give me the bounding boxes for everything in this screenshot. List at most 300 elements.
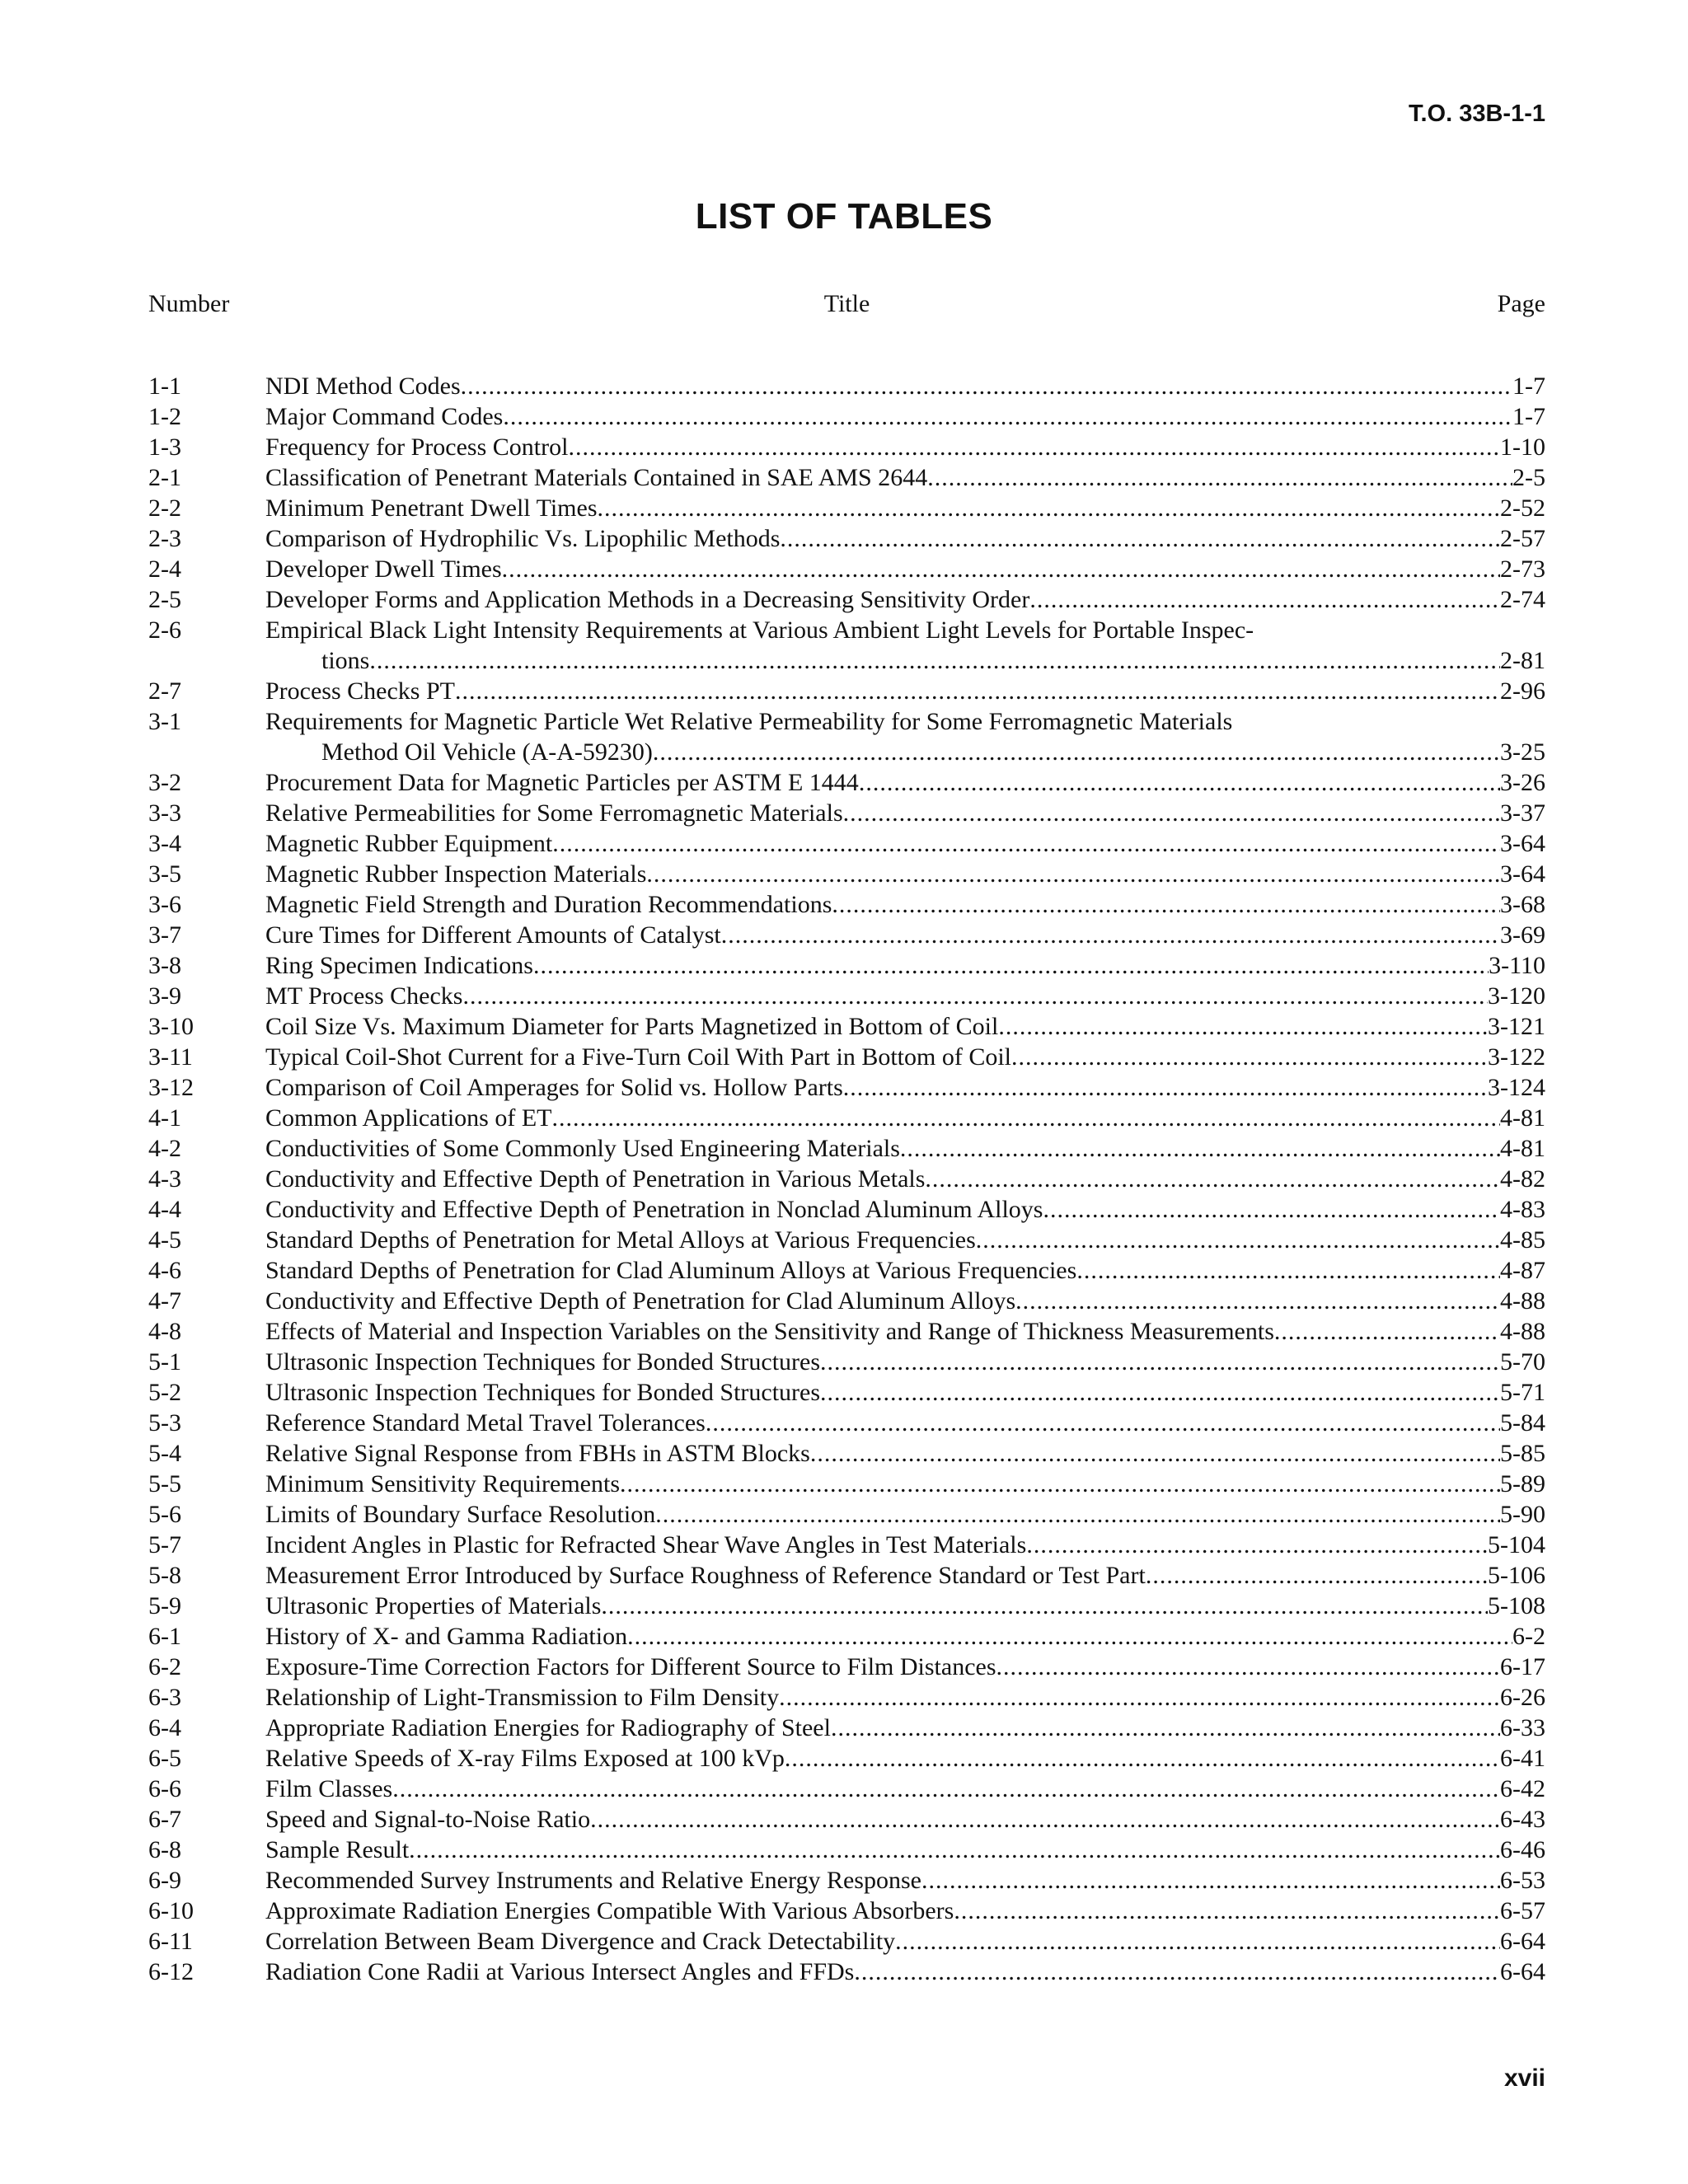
page-reference[interactable]: 3-26 bbox=[1500, 769, 1545, 796]
dot-leader bbox=[1274, 1316, 1500, 1347]
dot-leader bbox=[976, 1225, 1500, 1255]
table-row[interactable] bbox=[148, 828, 1545, 859]
dot-leader bbox=[927, 462, 1512, 493]
table-title[interactable]: tions bbox=[321, 647, 370, 674]
table-row[interactable] bbox=[148, 371, 1545, 401]
table-title[interactable]: NDI Method Codes bbox=[265, 373, 461, 400]
entry-line bbox=[265, 1621, 1545, 1652]
page-reference[interactable]: 4-81 bbox=[1500, 1104, 1545, 1132]
entry-line bbox=[265, 1286, 1545, 1316]
page-reference[interactable]: 1-10 bbox=[1500, 434, 1545, 461]
table-title[interactable]: Reference Standard Metal Travel Tolerances bbox=[265, 1409, 706, 1436]
page-reference[interactable]: 4-83 bbox=[1500, 1196, 1545, 1223]
table-entry-body bbox=[265, 798, 1545, 828]
table-entry-body bbox=[265, 1347, 1545, 1377]
table-title[interactable]: Film Classes bbox=[265, 1775, 393, 1802]
table-number: 3-10 bbox=[148, 1013, 194, 1040]
table-title[interactable]: Relative Signal Response from FBHs in ASTM Blocks bbox=[265, 1440, 810, 1467]
table-entry-body bbox=[265, 676, 1545, 706]
page-reference[interactable]: 4-82 bbox=[1500, 1165, 1545, 1193]
dot-leader bbox=[779, 1682, 1500, 1713]
dot-leader bbox=[646, 859, 1500, 889]
dot-leader bbox=[620, 1469, 1500, 1499]
entry-line bbox=[265, 798, 1545, 828]
table-title[interactable]: Conductivity and Effective Depth of Penetration in Nonclad Aluminum Alloys bbox=[265, 1196, 1043, 1223]
dot-leader bbox=[653, 737, 1500, 767]
entry-line bbox=[265, 889, 1545, 920]
entry-line bbox=[265, 1743, 1545, 1774]
entry-line bbox=[265, 676, 1545, 706]
table-entry-body bbox=[265, 1469, 1545, 1499]
table-row[interactable] bbox=[148, 1103, 1545, 1133]
table-row[interactable] bbox=[148, 1774, 1545, 1804]
page-reference[interactable]: 5-84 bbox=[1500, 1409, 1545, 1436]
page-reference[interactable]: 1-7 bbox=[1512, 373, 1545, 400]
table-row[interactable] bbox=[148, 1835, 1545, 1865]
table-title[interactable]: Common Applications of ET bbox=[265, 1104, 552, 1132]
entry-line bbox=[265, 1438, 1545, 1469]
page-reference[interactable]: 6-41 bbox=[1500, 1745, 1545, 1772]
page-reference[interactable]: 2-57 bbox=[1500, 525, 1545, 552]
table-title[interactable]: Ultrasonic Properties of Materials bbox=[265, 1592, 602, 1619]
table-number: 6-3 bbox=[148, 1684, 181, 1711]
table-row[interactable] bbox=[148, 1011, 1545, 1042]
dot-leader bbox=[843, 798, 1500, 828]
table-row[interactable] bbox=[148, 920, 1545, 950]
table-number: 2-2 bbox=[148, 494, 181, 522]
dot-leader bbox=[706, 1408, 1500, 1438]
page-reference[interactable]: 3-25 bbox=[1500, 738, 1545, 766]
table-number: 5-1 bbox=[148, 1348, 181, 1376]
dot-leader bbox=[1026, 1530, 1488, 1560]
dot-leader bbox=[832, 889, 1500, 920]
page-reference[interactable]: 2-74 bbox=[1500, 586, 1545, 613]
table-entry-body bbox=[265, 859, 1545, 889]
entry-line bbox=[265, 981, 1545, 1011]
table-row[interactable] bbox=[148, 401, 1545, 432]
table-entry-body bbox=[265, 1530, 1545, 1560]
page-reference[interactable]: 6-64 bbox=[1500, 1928, 1545, 1955]
table-entry-body bbox=[265, 1072, 1545, 1103]
table-row[interactable] bbox=[148, 615, 1545, 676]
table-row[interactable] bbox=[148, 493, 1545, 523]
table-title[interactable]: Relationship of Light-Transmission to Film Density bbox=[265, 1684, 780, 1711]
page-reference[interactable]: 2-52 bbox=[1500, 494, 1545, 522]
table-row[interactable] bbox=[148, 1194, 1545, 1225]
table-number: 6-6 bbox=[148, 1775, 181, 1802]
page-reference[interactable]: 3-64 bbox=[1500, 860, 1545, 888]
table-row[interactable] bbox=[148, 1286, 1545, 1316]
table-entry-body bbox=[265, 371, 1545, 401]
table-row[interactable] bbox=[148, 1347, 1545, 1377]
dot-leader bbox=[895, 1926, 1500, 1957]
table-row[interactable] bbox=[148, 1499, 1545, 1530]
dot-leader bbox=[369, 645, 1500, 676]
table-row[interactable] bbox=[148, 584, 1545, 615]
entry-line bbox=[265, 401, 1545, 432]
table-title[interactable]: Coil Size Vs. Maximum Diameter for Parts Magnetized in Bottom of Coil bbox=[265, 1013, 999, 1040]
table-row[interactable] bbox=[148, 1743, 1545, 1774]
table-number: 4-6 bbox=[148, 1257, 181, 1284]
page-reference[interactable]: 3-120 bbox=[1488, 982, 1545, 1010]
table-title[interactable]: Magnetic Field Strength and Duration Recommendations bbox=[265, 891, 832, 918]
table-number: 2-5 bbox=[148, 586, 181, 613]
table-row[interactable] bbox=[148, 889, 1545, 920]
page-reference[interactable]: 6-26 bbox=[1500, 1684, 1545, 1711]
table-title[interactable]: Approximate Radiation Energies Compatible With Various Absorbers bbox=[265, 1897, 954, 1924]
table-entry-body bbox=[265, 1835, 1545, 1865]
table-entry-body bbox=[265, 1042, 1545, 1072]
table-row[interactable] bbox=[148, 1530, 1545, 1560]
page-reference[interactable]: 4-87 bbox=[1500, 1257, 1545, 1284]
page-reference[interactable]: 5-71 bbox=[1500, 1379, 1545, 1406]
dot-leader bbox=[462, 981, 1488, 1011]
page-reference[interactable]: 1-7 bbox=[1512, 403, 1545, 430]
dot-leader bbox=[831, 1713, 1500, 1743]
page-reference[interactable]: 3-121 bbox=[1488, 1013, 1545, 1040]
table-entry-body bbox=[265, 706, 1545, 767]
table-title[interactable]: Developer Forms and Application Methods in a Decreasing Sensitivity Order bbox=[265, 586, 1030, 613]
page-reference[interactable]: 5-90 bbox=[1500, 1501, 1545, 1528]
table-row[interactable] bbox=[148, 1865, 1545, 1896]
entry-line bbox=[265, 645, 1545, 676]
entry-line bbox=[265, 1926, 1545, 1957]
page-reference[interactable]: 5-104 bbox=[1488, 1531, 1545, 1558]
table-entry-body bbox=[265, 493, 1545, 523]
dot-leader bbox=[551, 1103, 1500, 1133]
table-row[interactable] bbox=[148, 1164, 1545, 1194]
page-reference[interactable]: 2-73 bbox=[1500, 555, 1545, 583]
table-number: 5-3 bbox=[148, 1409, 181, 1436]
table-entry-body bbox=[265, 950, 1545, 981]
dot-leader bbox=[552, 828, 1500, 859]
table-row[interactable] bbox=[148, 1438, 1545, 1469]
table-number: 5-8 bbox=[148, 1562, 181, 1589]
entry-line bbox=[265, 859, 1545, 889]
table-title[interactable]: Recommended Survey Instruments and Relative Energy Response bbox=[265, 1867, 921, 1894]
entry-line bbox=[265, 1530, 1545, 1560]
table-entry-body bbox=[265, 1804, 1545, 1835]
table-title[interactable]: Magnetic Rubber Inspection Materials bbox=[265, 860, 647, 888]
entry-line bbox=[265, 432, 1545, 462]
page-reference[interactable]: 6-42 bbox=[1500, 1775, 1545, 1802]
entry-line bbox=[265, 828, 1545, 859]
table-number: 6-1 bbox=[148, 1623, 181, 1650]
page-reference[interactable]: 3-69 bbox=[1500, 921, 1545, 949]
table-entry-body bbox=[265, 1591, 1545, 1621]
table-number: 5-5 bbox=[148, 1470, 181, 1497]
table-title[interactable]: Process Checks PT bbox=[265, 677, 455, 705]
dot-leader bbox=[590, 1804, 1500, 1835]
table-number: 3-12 bbox=[148, 1074, 194, 1101]
table-entry-body bbox=[265, 1865, 1545, 1896]
table-title[interactable]: MT Process Checks bbox=[265, 982, 463, 1010]
table-title[interactable]: Incident Angles in Plastic for Refracted Shear Wave Angles in Test Materials bbox=[265, 1531, 1027, 1558]
table-title[interactable]: Appropriate Radiation Energies for Radiography of Steel bbox=[265, 1714, 831, 1741]
table-entry-body bbox=[265, 462, 1545, 493]
table-row[interactable] bbox=[148, 1591, 1545, 1621]
table-row[interactable] bbox=[148, 1316, 1545, 1347]
table-number: 2-6 bbox=[148, 616, 181, 644]
table-row[interactable] bbox=[148, 1072, 1545, 1103]
table-title[interactable]: Ultrasonic Inspection Techniques for Bonded Structures bbox=[265, 1379, 821, 1406]
table-title[interactable]: Conductivity and Effective Depth of Penetration for Clad Aluminum Alloys bbox=[265, 1287, 1016, 1315]
table-row[interactable] bbox=[148, 1377, 1545, 1408]
table-row[interactable] bbox=[148, 981, 1545, 1011]
page-reference[interactable]: 4-85 bbox=[1500, 1226, 1545, 1254]
column-headers bbox=[148, 290, 1545, 323]
table-row[interactable] bbox=[148, 1621, 1545, 1652]
table-row[interactable] bbox=[148, 1133, 1545, 1164]
table-title[interactable]: Conductivities of Some Commonly Used Engineering Materials bbox=[265, 1135, 900, 1162]
entry-line bbox=[265, 1713, 1545, 1743]
table-number: 3-9 bbox=[148, 982, 181, 1010]
page-reference[interactable]: 6-53 bbox=[1500, 1867, 1545, 1894]
table-entry-body bbox=[265, 1438, 1545, 1469]
page-number: xvii bbox=[1503, 2064, 1545, 2092]
table-entry-body bbox=[265, 1499, 1545, 1530]
dot-leader bbox=[998, 1011, 1488, 1042]
table-number: 3-8 bbox=[148, 952, 181, 979]
table-number: 1-3 bbox=[148, 434, 181, 461]
page-reference[interactable]: 4-81 bbox=[1500, 1135, 1545, 1162]
table-title[interactable]: Comparison of Hydrophilic Vs. Lipophilic Methods bbox=[265, 525, 781, 552]
dot-leader bbox=[859, 767, 1500, 798]
page-reference[interactable]: 2-81 bbox=[1500, 647, 1545, 674]
dot-leader bbox=[810, 1438, 1500, 1469]
page-reference[interactable]: 3-68 bbox=[1500, 891, 1545, 918]
entry-line bbox=[265, 1377, 1545, 1408]
table-row[interactable] bbox=[148, 1408, 1545, 1438]
entry-line bbox=[265, 1194, 1545, 1225]
column-header-title: Title bbox=[823, 290, 870, 317]
dot-leader bbox=[655, 1499, 1500, 1530]
entry-line bbox=[265, 1347, 1545, 1377]
page-reference[interactable]: 3-110 bbox=[1489, 952, 1545, 979]
dot-leader bbox=[925, 1164, 1500, 1194]
table-entry-body bbox=[265, 1286, 1545, 1316]
table-title[interactable]: Exposure-Time Correction Factors for Different Source to Film Distances bbox=[265, 1653, 996, 1680]
table-title[interactable]: Frequency for Process Control bbox=[265, 434, 569, 461]
table-title[interactable]: Developer Dwell Times bbox=[265, 555, 502, 583]
table-entry-body bbox=[265, 1774, 1545, 1804]
page-reference[interactable]: 6-2 bbox=[1512, 1623, 1545, 1650]
document-id: T.O. 33B-1-1 bbox=[1409, 101, 1545, 127]
dot-leader bbox=[503, 401, 1512, 432]
table-row[interactable] bbox=[148, 462, 1545, 493]
page-reference[interactable]: 2-96 bbox=[1500, 677, 1545, 705]
table-title[interactable]: Conductivity and Effective Depth of Penetration in Various Metals bbox=[265, 1165, 926, 1193]
page-reference[interactable]: 5-106 bbox=[1488, 1562, 1545, 1589]
entry-line bbox=[265, 1865, 1545, 1896]
table-title[interactable]: Speed and Signal-to-Noise Ratio bbox=[265, 1806, 591, 1833]
table-number: 3-4 bbox=[148, 830, 181, 857]
table-title[interactable]: Comparison of Coil Amperages for Solid vs. Hollow Parts bbox=[265, 1074, 843, 1101]
table-number: 3-2 bbox=[148, 769, 181, 796]
dot-leader bbox=[598, 493, 1500, 523]
table-title[interactable]: Relative Speeds of X-ray Films Exposed at 100 kVp bbox=[265, 1745, 785, 1772]
table-number: 5-2 bbox=[148, 1379, 181, 1406]
dot-leader bbox=[409, 1835, 1500, 1865]
dot-leader bbox=[568, 432, 1500, 462]
table-number: 3-7 bbox=[148, 921, 181, 949]
page-reference[interactable]: 5-108 bbox=[1488, 1592, 1545, 1619]
table-row[interactable] bbox=[148, 859, 1545, 889]
page-reference[interactable]: 4-88 bbox=[1500, 1287, 1545, 1315]
table-entry-body bbox=[265, 1743, 1545, 1774]
page-reference[interactable]: 5-85 bbox=[1500, 1440, 1545, 1467]
table-row[interactable] bbox=[148, 950, 1545, 981]
table-row[interactable] bbox=[148, 1713, 1545, 1743]
table-title[interactable]: Empirical Black Light Intensity Requirements at Various Ambient Light Levels for Portable Inspec- bbox=[265, 616, 1254, 644]
page-reference[interactable]: 5-89 bbox=[1500, 1470, 1545, 1497]
entry-line bbox=[265, 1225, 1545, 1255]
table-number: 3-3 bbox=[148, 799, 181, 827]
table-row[interactable] bbox=[148, 554, 1545, 584]
table-title[interactable]: Method Oil Vehicle (A-A-59230) bbox=[321, 738, 653, 766]
table-row[interactable] bbox=[148, 1469, 1545, 1499]
page-reference[interactable]: 3-64 bbox=[1500, 830, 1545, 857]
dot-leader bbox=[854, 1957, 1500, 1987]
table-row[interactable] bbox=[148, 1926, 1545, 1957]
table-title[interactable]: Standard Depths of Penetration for Clad Aluminum Alloys at Various Frequencies bbox=[265, 1257, 1077, 1284]
entry-line bbox=[265, 1896, 1545, 1926]
entry-line bbox=[265, 523, 1545, 554]
page-reference[interactable]: 6-57 bbox=[1500, 1897, 1545, 1924]
table-number: 2-1 bbox=[148, 464, 181, 491]
table-entry-body bbox=[265, 584, 1545, 615]
table-title[interactable]: Effects of Material and Inspection Variables on the Sensitivity and Range of Thickness Measurements bbox=[265, 1318, 1274, 1345]
table-title[interactable]: Radiation Cone Radii at Various Intersect Angles and FFDs bbox=[265, 1958, 855, 1985]
table-title[interactable]: Measurement Error Introduced by Surface Roughness of Reference Standard or Test Part bbox=[265, 1562, 1146, 1589]
entry-line bbox=[265, 737, 1545, 767]
table-row[interactable] bbox=[148, 798, 1545, 828]
page-reference[interactable]: 6-43 bbox=[1500, 1806, 1545, 1833]
dot-leader bbox=[461, 371, 1512, 401]
page-reference[interactable]: 3-124 bbox=[1488, 1074, 1545, 1101]
page-reference[interactable]: 4-88 bbox=[1500, 1318, 1545, 1345]
table-entry-body bbox=[265, 1164, 1545, 1194]
dot-leader bbox=[780, 523, 1500, 554]
table-row[interactable] bbox=[148, 767, 1545, 798]
table-entry-body bbox=[265, 432, 1545, 462]
dot-leader bbox=[843, 1072, 1488, 1103]
table-title[interactable]: Relative Permeabilities for Some Ferromagnetic Materials bbox=[265, 799, 843, 827]
entry-line bbox=[265, 1133, 1545, 1164]
dot-leader bbox=[820, 1377, 1500, 1408]
table-row[interactable] bbox=[148, 523, 1545, 554]
table-row[interactable] bbox=[148, 1225, 1545, 1255]
entry-line bbox=[265, 1072, 1545, 1103]
entry-line bbox=[265, 767, 1545, 798]
table-title[interactable]: History of X- and Gamma Radiation bbox=[265, 1623, 628, 1650]
table-title[interactable]: Minimum Sensitivity Requirements bbox=[265, 1470, 620, 1497]
table-number: 3-5 bbox=[148, 860, 181, 888]
entry-line bbox=[265, 1469, 1545, 1499]
entry-line bbox=[265, 920, 1545, 950]
table-number: 6-9 bbox=[148, 1867, 181, 1894]
entry-line bbox=[265, 371, 1545, 401]
entry-line bbox=[265, 1011, 1545, 1042]
table-entry-body bbox=[265, 1713, 1545, 1743]
table-row[interactable] bbox=[148, 432, 1545, 462]
dot-leader bbox=[502, 554, 1500, 584]
table-row[interactable] bbox=[148, 1652, 1545, 1682]
table-title[interactable]: Classification of Penetrant Materials Contained in SAE AMS 2644 bbox=[265, 464, 928, 491]
table-title[interactable]: Magnetic Rubber Equipment bbox=[265, 830, 553, 857]
table-entry-body bbox=[265, 920, 1545, 950]
table-title[interactable]: Requirements for Magnetic Particle Wet Relative Permeability for Some Ferromagnetic Materials bbox=[265, 708, 1233, 735]
table-title[interactable]: Cure Times for Different Amounts of Catalyst bbox=[265, 921, 721, 949]
column-header-number: Number bbox=[148, 290, 230, 317]
table-row[interactable] bbox=[148, 1560, 1545, 1591]
table-row[interactable] bbox=[148, 1682, 1545, 1713]
page-reference[interactable]: 5-70 bbox=[1500, 1348, 1545, 1376]
entry-line bbox=[265, 1042, 1545, 1072]
table-number: 6-7 bbox=[148, 1806, 181, 1833]
page-reference[interactable]: 6-17 bbox=[1500, 1653, 1545, 1680]
table-title[interactable]: Minimum Penetrant Dwell Times bbox=[265, 494, 598, 522]
table-entry-body bbox=[265, 615, 1545, 676]
table-number: 4-5 bbox=[148, 1226, 181, 1254]
page-reference[interactable]: 6-33 bbox=[1500, 1714, 1545, 1741]
table-number: 6-5 bbox=[148, 1745, 181, 1772]
page-reference[interactable]: 3-37 bbox=[1500, 799, 1545, 827]
table-title[interactable]: Typical Coil-Shot Current for a Five-Turn Coil With Part in Bottom of Coil bbox=[265, 1043, 1012, 1071]
table-title[interactable]: Limits of Boundary Surface Resolution bbox=[265, 1501, 656, 1528]
table-number: 4-7 bbox=[148, 1287, 181, 1315]
table-row[interactable] bbox=[148, 1255, 1545, 1286]
table-entry-body bbox=[265, 554, 1545, 584]
dot-leader bbox=[1146, 1560, 1488, 1591]
page-reference[interactable]: 3-122 bbox=[1488, 1043, 1545, 1071]
dot-leader bbox=[921, 1865, 1500, 1896]
table-row[interactable] bbox=[148, 676, 1545, 706]
table-title[interactable]: Ultrasonic Inspection Techniques for Bonded Structures bbox=[265, 1348, 821, 1376]
table-entry-body bbox=[265, 1560, 1545, 1591]
entry-line bbox=[265, 950, 1545, 981]
table-title[interactable]: Procurement Data for Magnetic Particles per ASTM E 1444 bbox=[265, 769, 859, 796]
table-entry-body bbox=[265, 1652, 1545, 1682]
table-entry-body bbox=[265, 1621, 1545, 1652]
page-reference[interactable]: 6-64 bbox=[1500, 1958, 1545, 1985]
table-row[interactable] bbox=[148, 1957, 1545, 1987]
table-title[interactable]: Correlation Between Beam Divergence and Crack Detectability bbox=[265, 1928, 896, 1955]
table-title[interactable]: Ring Specimen Indications bbox=[265, 952, 533, 979]
page-reference[interactable]: 2-5 bbox=[1512, 464, 1545, 491]
table-row[interactable] bbox=[148, 1804, 1545, 1835]
page-reference[interactable]: 6-46 bbox=[1500, 1836, 1545, 1863]
table-title[interactable]: Sample Result bbox=[265, 1836, 410, 1863]
entry-line bbox=[265, 1103, 1545, 1133]
table-row[interactable] bbox=[148, 706, 1545, 767]
table-number: 5-4 bbox=[148, 1440, 181, 1467]
entry-line bbox=[265, 1499, 1545, 1530]
dot-leader bbox=[455, 676, 1500, 706]
table-entry-body bbox=[265, 1957, 1545, 1987]
table-number: 2-3 bbox=[148, 525, 181, 552]
table-title[interactable]: Standard Depths of Penetration for Metal Alloys at Various Frequencies bbox=[265, 1226, 976, 1254]
table-number: 3-1 bbox=[148, 708, 181, 735]
table-number: 2-7 bbox=[148, 677, 181, 705]
table-row[interactable] bbox=[148, 1896, 1545, 1926]
table-number: 6-11 bbox=[148, 1928, 193, 1955]
dot-leader bbox=[533, 950, 1489, 981]
table-title[interactable]: Major Command Codes bbox=[265, 403, 504, 430]
table-entry-body bbox=[265, 767, 1545, 798]
table-row[interactable] bbox=[148, 1042, 1545, 1072]
table-number: 5-7 bbox=[148, 1531, 181, 1558]
